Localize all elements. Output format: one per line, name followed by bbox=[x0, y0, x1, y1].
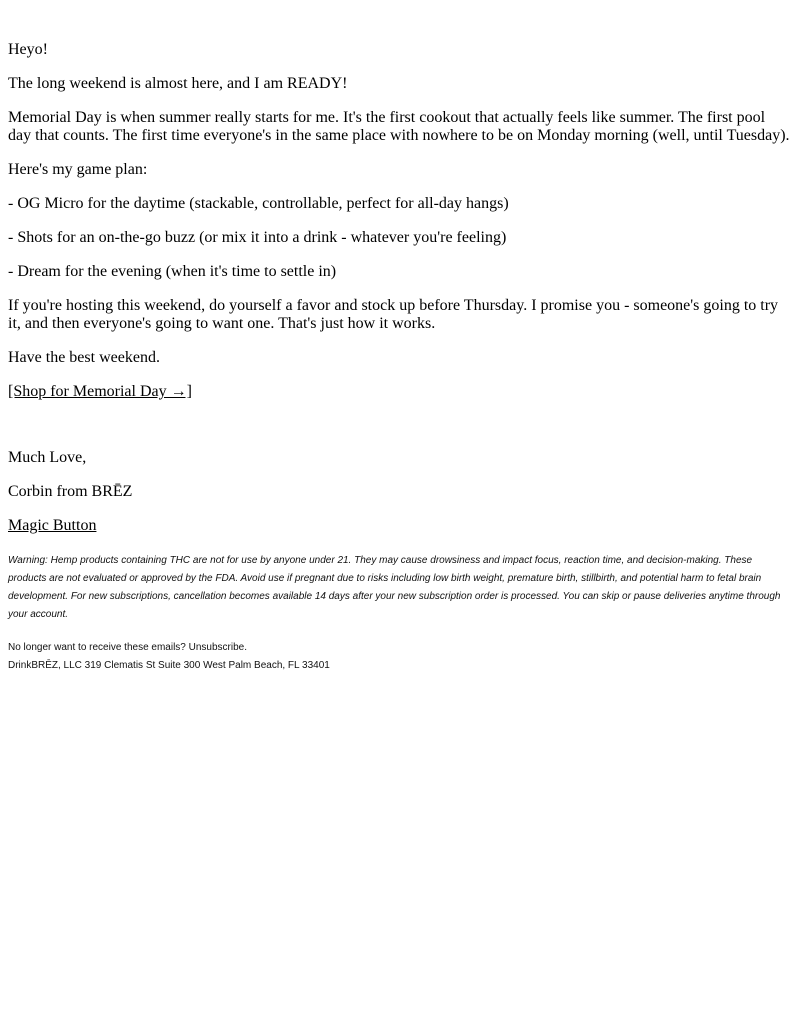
magic-button-link[interactable]: Magic Button bbox=[8, 517, 97, 534]
magic-button-paragraph bbox=[8, 517, 792, 535]
game-plan-heading: Here's my game plan: bbox=[8, 161, 148, 178]
greeting: Heyo! bbox=[8, 41, 48, 58]
signature: Corbin from BRĒZ bbox=[8, 483, 133, 500]
intro-text: The long weekend is almost here, and I am READY! bbox=[8, 75, 348, 92]
thc-warning-text: Warning: Hemp products containing THC are not for use by anyone under 21. They may cause drowsiness and impact focus, reaction time, and decision-making. These products are not evaluated or approved by the FDA. Avoid use if pregnant due to risks including low birth weight, premature birth, stillbirth, and potential harm to fetal brain development. For new subscriptions, cancellation becomes available 14 days after your new subscription order is processed. You can skip or pause deliveries anytime through your account. bbox=[8, 555, 781, 620]
spacer bbox=[8, 401, 792, 449]
footer bbox=[8, 639, 792, 675]
company-address: DrinkBRĒZ, LLC 319 Clematis St Suite 300 West Palm Beach, FL 33401 bbox=[8, 660, 330, 671]
closing-line: Have the best weekend. bbox=[8, 349, 160, 366]
memorial-day-paragraph: Memorial Day is when summer really starts for me. It's the first cookout that actually feels like summer. The first pool day that counts. The first time everyone's in the same place with nowhere to be on Monday morning (well, until Tuesday). bbox=[8, 109, 790, 144]
unsubscribe-text[interactable]: No longer want to receive these emails? Unsubscribe. bbox=[8, 642, 248, 653]
cta-paragraph bbox=[8, 383, 792, 401]
game-plan-item-shots: - Shots for an on-the-go buzz (or mix it into a drink - whatever you're feeling) bbox=[8, 229, 507, 246]
game-plan-item-og-micro: - OG Micro for the daytime (stackable, controllable, perfect for all-day hangs) bbox=[8, 195, 509, 212]
signoff: Much Love, bbox=[8, 449, 87, 466]
hosting-paragraph: If you're hosting this weekend, do yourself a favor and stock up before Thursday. I promise you - someone's going to try it, and then everyone's going to want one. That's just how it works. bbox=[8, 297, 779, 332]
shop-memorial-day-link[interactable]: [Shop for Memorial Day →] bbox=[8, 383, 192, 400]
game-plan-item-dream: - Dream for the evening (when it's time to settle in) bbox=[8, 263, 337, 280]
